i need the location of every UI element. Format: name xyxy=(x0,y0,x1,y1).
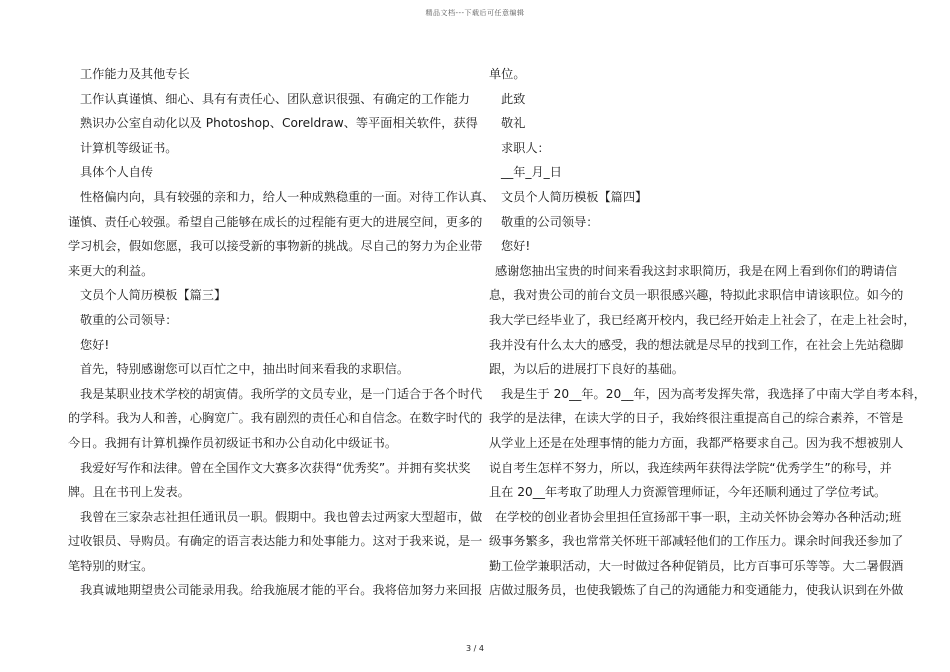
text-line: 单位。 xyxy=(489,67,526,81)
section-heading: 工作能力及其他专长 xyxy=(80,67,190,81)
text-line: 谨慎、责任心较强。希望自己能够在成长的过程能有更大的进展空间，更多的 xyxy=(68,214,483,229)
left-column xyxy=(68,62,495,603)
text-line: 熟识办公室自动化以及 Photoshop、Coreldraw、等平面相关软件，获得 xyxy=(80,116,478,131)
text-line: 我爱好写作和法律。曾在全国作文大赛多次获得“优秀奖”。并拥有奖状奖 xyxy=(80,460,471,475)
salutation: 敬重的公司领导： xyxy=(501,214,599,229)
text-line: 店做过服务员，也使我锻炼了自己的沟通能力和变通能力，使我认识到在外做 xyxy=(489,583,904,598)
text-line: 且在 20__年考取了助理人力资源管理师证，今年还顺利通过了学位考试。 xyxy=(489,485,887,500)
text-line: 学习机会，假如您愿，我可以接受新的事物新的挑战。尽自己的努力为企业带 xyxy=(68,239,483,254)
text-line: 笔特别的财宝。 xyxy=(68,558,154,573)
text-line: 来更大的利益。 xyxy=(68,263,154,278)
text-line: 牌。且在书刊上发表。 xyxy=(68,485,190,500)
text-line: 我曾在三家杂志社担任通讯员一职。假期中。我也曾去过两家大型超市，做 xyxy=(80,509,483,524)
text-line: 我是某职业技术学校的胡寅倩。我所学的文员专业，是一门适合于各个时代 xyxy=(80,386,483,401)
date-line: __年_月_日 xyxy=(501,165,562,180)
greeting: 您好! xyxy=(501,239,531,254)
closing-line: 敬礼 xyxy=(501,116,526,131)
text-line: 跟，为以后的进展打下良好的基础。 xyxy=(489,362,684,377)
document-header: 精品文档---下载后可任意编辑 xyxy=(425,9,525,17)
text-line: 息，我对贵公司的前台文员一职很感兴趣，特拟此求职信申请该职位。如今的 xyxy=(489,288,904,303)
section-heading: 文员个人简历模板【篇三】 xyxy=(80,288,227,303)
text-line: 首先，特别感谢您可以百忙之中，抽出时间来看我的求职信。 xyxy=(80,362,410,377)
text-line: 性格偏内向，具有较强的亲和力，给人一种成熟稳重的一面。对待工作认真、 xyxy=(80,189,495,204)
text-line: 过收银员、导购员。有确定的语言表达能力和处事能力。这对于我来说，是一 xyxy=(68,534,483,549)
greeting: 您好! xyxy=(80,337,110,352)
right-column xyxy=(489,62,926,603)
text-line: 级事务繁多，我也常常关怀班干部减轻他们的工作压力。课余时间我还参加了 xyxy=(489,534,904,549)
signature-line: 求职人： xyxy=(501,140,550,155)
text-line: 我并没有什么太大的感受，我的想法就是尽早的找到工作，在社会上先站稳脚 xyxy=(489,337,904,352)
text-line: 工作认真谨慎、细心、具有有责任心、团队意识很强、有确定的工作能力 xyxy=(80,91,470,106)
closing-line: 此致 xyxy=(501,91,526,106)
salutation: 敬重的公司领导： xyxy=(80,312,178,327)
text-line: 在学校的创业者协会里担任宣扬部干事一职，主动关怀协会筹办各种活动;班 xyxy=(495,509,902,524)
text-line: 我真诚地期望贵公司能录用我。给我施展才能的平台。我将倍加努力来回报 xyxy=(80,583,483,598)
text-line: 说自考生怎样不努力，所以，我连续两年获得法学院“优秀学生”的称号，并 xyxy=(489,460,892,475)
text-line: 感谢您抽出宝贵的时间来看我这封求职简历，我是在网上看到你们的聘请信 xyxy=(495,263,898,278)
section-heading: 具体个人自传 xyxy=(80,165,154,180)
text-line: 今日。我拥有计算机操作员初级证书和办公自动化中级证书。 xyxy=(68,435,398,450)
page-number: 3 / 4 xyxy=(466,644,484,653)
text-line: 我学的是法律，在读大学的日子，我始终很注重提高自己的综合素养，不管是 xyxy=(489,411,904,426)
text-line: 从学业上还是在处理事情的能力方面，我都严格要求自己。因为我不想被别人 xyxy=(489,435,904,450)
text-line: 计算机等级证书。 xyxy=(80,140,178,155)
text-line: 勤工俭学兼职活动，大一时做过各种促销员，比方百事可乐等等。大二暑假酒 xyxy=(489,558,904,573)
text-line: 我是生于 20__年。20__年，因为高考发挥失常，我选择了中南大学自考本科， xyxy=(501,386,926,401)
section-heading: 文员个人简历模板【篇四】 xyxy=(501,189,648,204)
text-line: 我大学已经毕业了，我已经离开校内，我已经开始走上社会了，在走上社会时， xyxy=(489,312,916,327)
text-line: 的学科。我为人和善，心胸宽广。我有剧烈的责任心和自信念。在数字时代的 xyxy=(68,411,483,426)
